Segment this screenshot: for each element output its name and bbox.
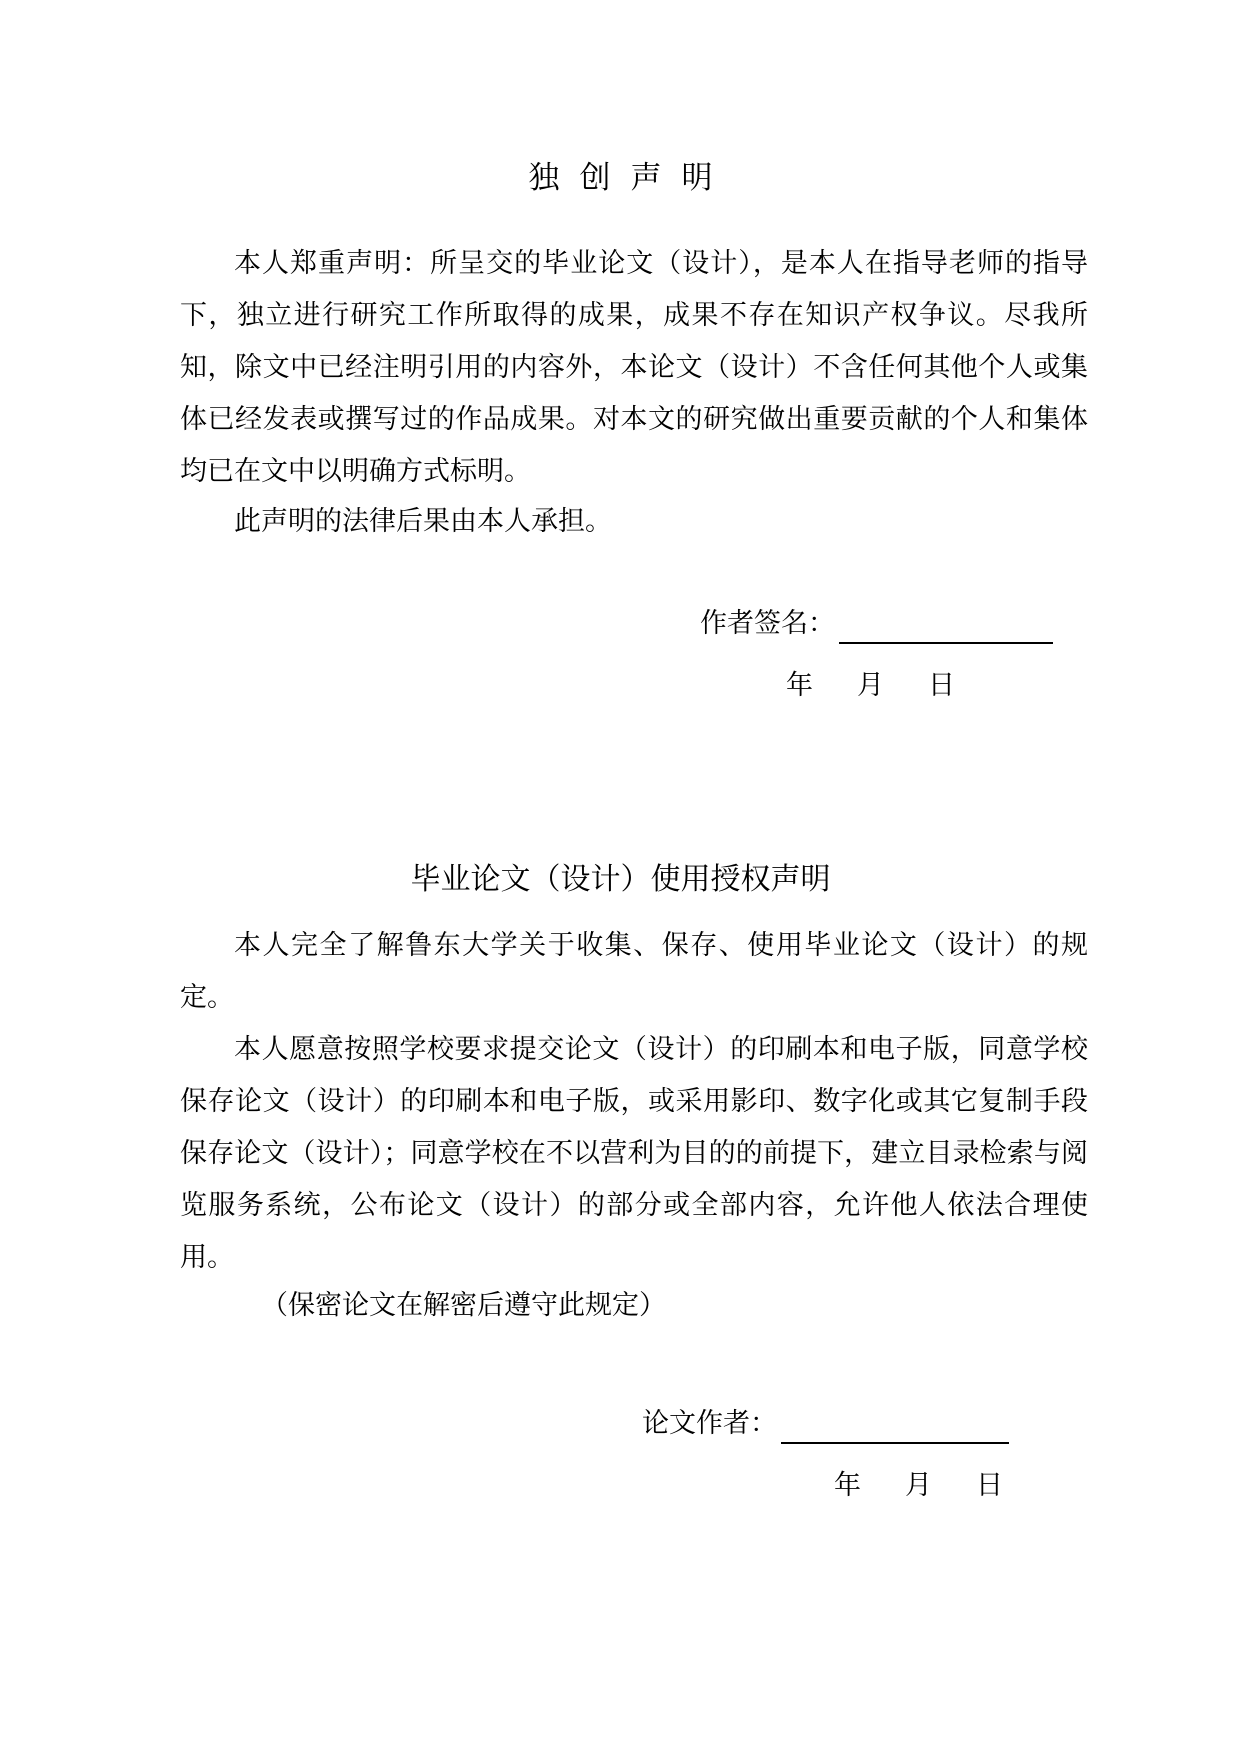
authorization-paragraph-2: 本人愿意按照学校要求提交论文（设计）的印刷本和电子版，同意学校保存论文（设计）的印刷本和电子版，或采用影印、数字化或其它复制手段保存论文（设计）；同意学校在不以营利为目的的前提下，建立目录检索与阅览服务系统，公布论文（设计）的部分或全部内容，允许他人依法合理使用。	[180, 1034, 1088, 1273]
declaration-date-day: 日	[928, 670, 955, 701]
declaration-date-year: 年	[786, 670, 813, 701]
declaration-signature-label: 作者签名：	[700, 608, 835, 639]
declaration-signature-row	[700, 604, 1053, 644]
declaration-paragraph-2: 此声明的法律后果由本人承担。	[234, 506, 612, 537]
authorization-title: 毕业论文（设计）使用授权声明	[410, 862, 831, 897]
authorization-signature-row	[642, 1404, 1009, 1444]
authorization-date-month: 月	[905, 1470, 932, 1501]
declaration-title: 独创声明	[528, 160, 733, 196]
declaration-date-row	[786, 666, 955, 706]
authorization-date-year: 年	[834, 1470, 861, 1501]
declaration-date-month: 月	[857, 670, 884, 701]
declaration-signature-line	[839, 610, 1053, 644]
authorization-signature-label: 论文作者：	[642, 1408, 777, 1439]
authorization-date-row	[834, 1466, 1003, 1506]
authorization-paragraph-3: （保密论文在解密后遵守此规定）	[261, 1290, 666, 1321]
authorization-date-day: 日	[976, 1470, 1003, 1501]
authorization-paragraph-1: 本人完全了解鲁东大学关于收集、保存、使用毕业论文（设计）的规定。	[180, 930, 1088, 1013]
authorization-signature-line	[781, 1410, 1009, 1444]
declaration-paragraph-1: 本人郑重声明：所呈交的毕业论文（设计），是本人在指导老师的指导下，独立进行研究工作所取得的成果，成果不存在知识产权争议。尽我所知，除文中已经注明引用的内容外，本论文（设计）不含任何其他个人或集体已经发表或撰写过的作品成果。对本文的研究做出重要贡献的个人和集体均已在文中以明确方式标明。	[180, 248, 1088, 487]
